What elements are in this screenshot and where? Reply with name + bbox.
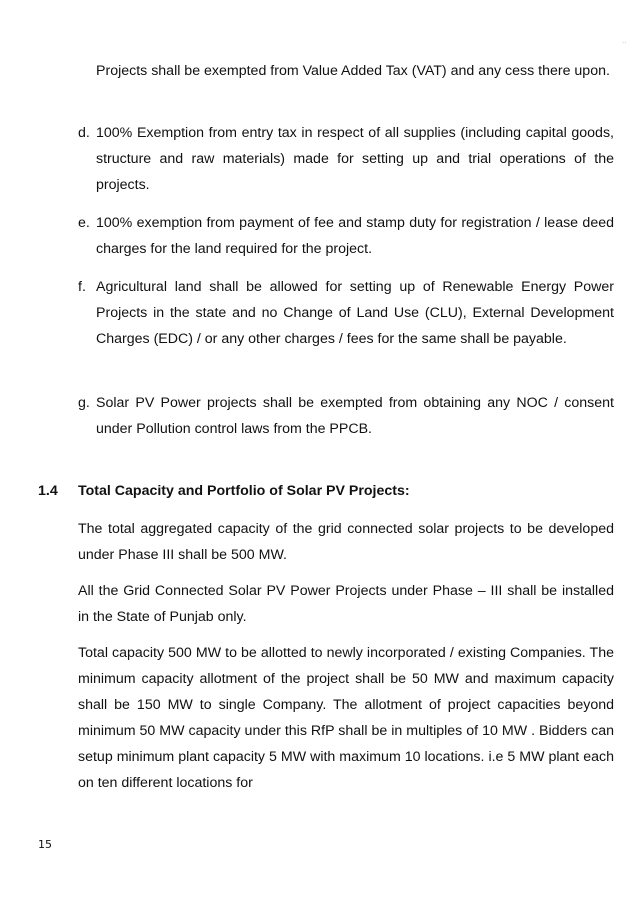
- section-number: 1.4: [38, 483, 58, 499]
- section-paragraph-2: All the Grid Connected Solar PV Power Projects under Phase – III shall be installed in the State of Punjab only.: [78, 583, 614, 625]
- list-item-text: 100% Exemption from entry tax in respect of all supplies (including capital goods, structure and raw materials) made for setting up and trial operations of the projects.: [96, 125, 614, 193]
- page-mark: ..: [622, 36, 627, 45]
- section-paragraph-3: Total capacity 500 MW to be allotted to newly incorporated / existing Companies. The minimum capacity allotment of the project shall be 50 MW and maximum capacity shall be 150 MW to single Company. The allotment of project capacities beyond minimum 50 MW capacity under this RfP shall be in multiples of 10 MW . Bidders can setup minimum plant capacity 5 MW with maximum 10 locations. i.e 5 MW plant each on ten different locations for: [78, 645, 614, 791]
- intro-paragraph: Projects shall be exempted from Value Added Tax (VAT) and any cess there upon.: [96, 63, 610, 79]
- page-number: 15: [38, 838, 52, 851]
- list-item-letter: d.: [78, 125, 90, 141]
- list-item-letter: g.: [78, 395, 90, 411]
- list-item-text: 100% exemption from payment of fee and stamp duty for registration / lease deed charges for the land required for the project.: [96, 215, 614, 257]
- section-title: Total Capacity and Portfolio of Solar PV Projects:: [78, 483, 410, 499]
- section-paragraph-1: The total aggregated capacity of the grid connected solar projects to be developed under Phase III shall be 500 MW.: [78, 521, 614, 563]
- list-item-letter: f.: [78, 279, 86, 295]
- list-item-text: Agricultural land shall be allowed for setting up of Renewable Energy Power Projects in the state and no Change of Land Use (CLU), External Development Charges (EDC) / or any other charges / fees for the same shall be payable.: [96, 279, 614, 347]
- list-item-letter: e.: [78, 215, 90, 231]
- list-item-text: Solar PV Power projects shall be exempted from obtaining any NOC / consent under Pollution control laws from the PPCB.: [96, 395, 614, 437]
